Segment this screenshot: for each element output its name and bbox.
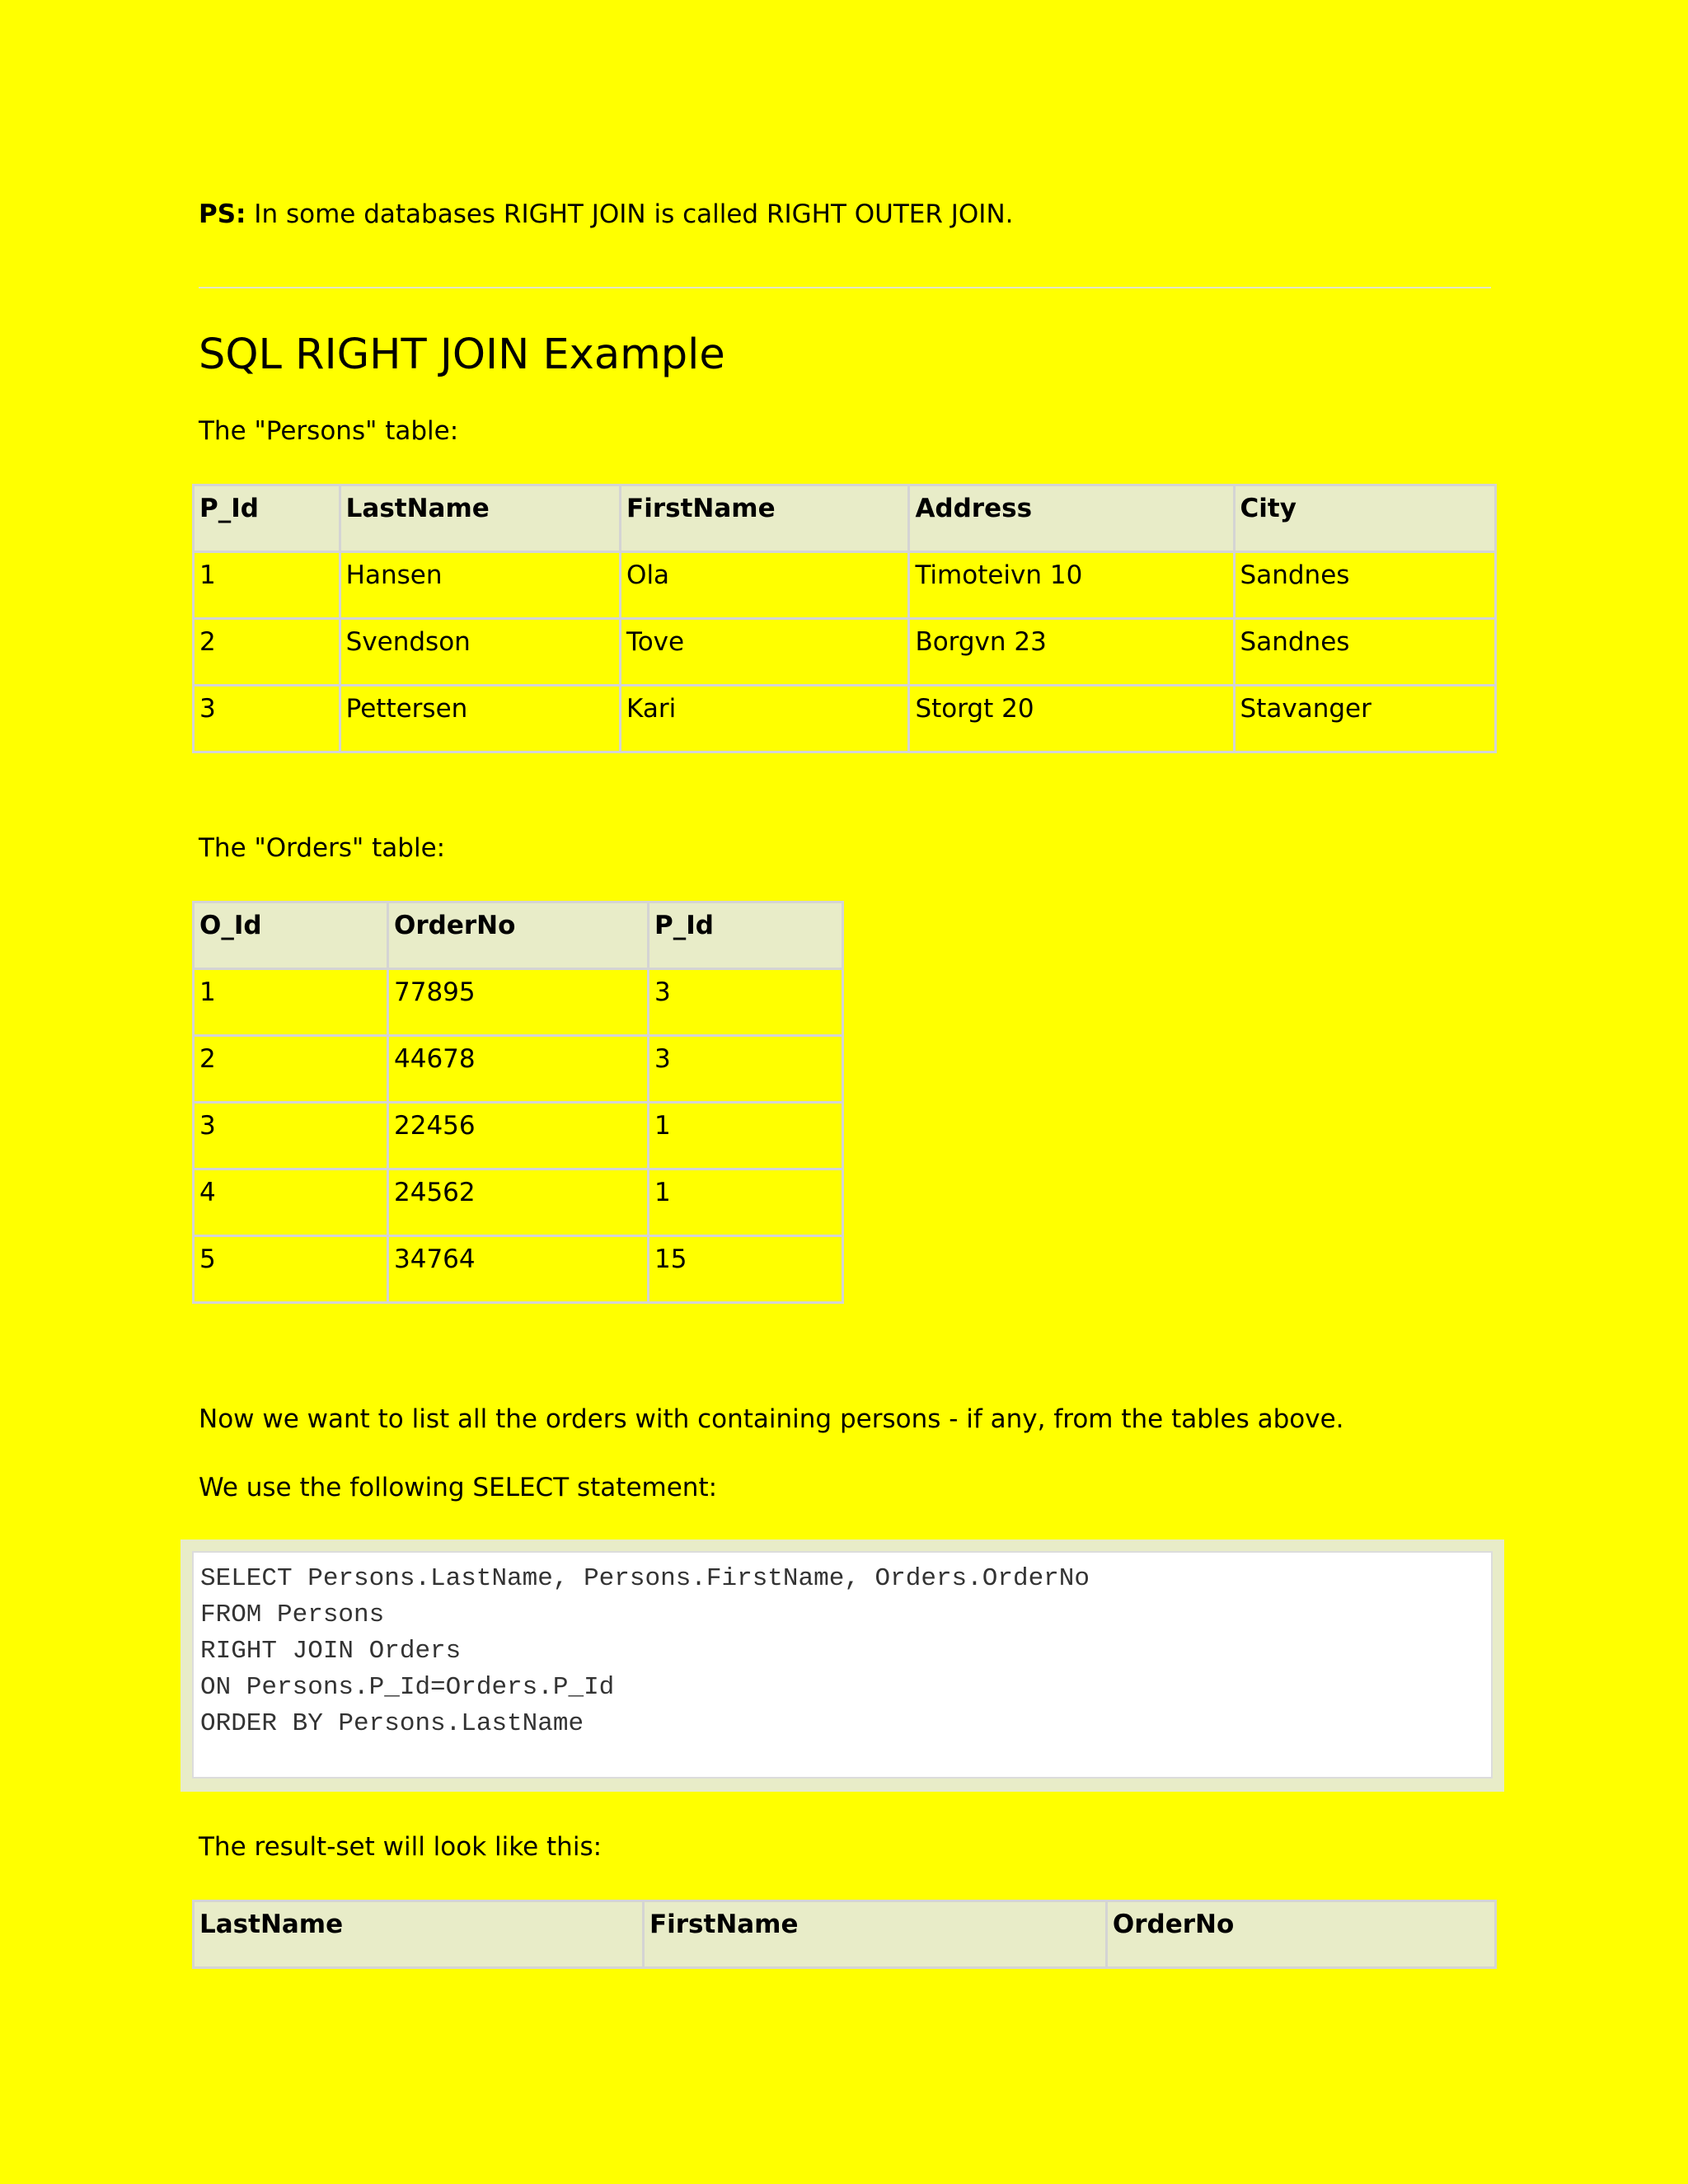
column-header: FirstName (643, 1901, 1106, 1968)
code-line: SELECT Persons.LastName, Persons.FirstName, Orders.OrderNo (200, 1564, 1090, 1593)
ps-note (199, 198, 1013, 231)
result-caption: The result-set will look like this: (199, 1832, 603, 1862)
column-header: LastName (340, 485, 620, 552)
column-header: OrderNo (1106, 1901, 1495, 1968)
column-header: P_Id (194, 485, 340, 552)
table-cell: 3 (648, 969, 842, 1036)
table-row (194, 1036, 843, 1103)
code-line: ORDER BY Persons.LastName (200, 1709, 584, 1738)
column-header: P_Id (648, 902, 842, 969)
table-cell: 1 (194, 552, 340, 619)
orders-table (192, 901, 844, 1304)
table-row (194, 1103, 843, 1169)
table-cell: 4 (194, 1169, 388, 1236)
ps-note-label: PS: (199, 199, 246, 229)
column-header: FirstName (621, 485, 909, 552)
table-cell: 24562 (388, 1169, 649, 1236)
table-cell: 1 (648, 1103, 842, 1169)
table-cell: Borgvn 23 (909, 619, 1234, 686)
table-cell: Stavanger (1234, 686, 1495, 752)
orders-caption: The "Orders" table: (199, 833, 446, 863)
code-block (192, 1551, 1493, 1779)
table-row (194, 619, 1496, 686)
table-cell: Pettersen (340, 686, 620, 752)
table-cell: 44678 (388, 1036, 649, 1103)
section-heading: SQL RIGHT JOIN Example (199, 330, 725, 379)
table-cell: 15 (648, 1236, 842, 1303)
ps-note-text: In some databases RIGHT JOIN is called RIGHT OUTER JOIN. (246, 199, 1014, 229)
column-header: OrderNo (388, 902, 649, 969)
column-header: City (1234, 485, 1495, 552)
table-cell: 3 (648, 1036, 842, 1103)
table-cell: 34764 (388, 1236, 649, 1303)
table-cell: 22456 (388, 1103, 649, 1169)
code-line: FROM Persons (200, 1601, 385, 1629)
table-cell: Sandnes (1234, 619, 1495, 686)
table-cell: 2 (194, 1036, 388, 1103)
intro-paragraph: Now we want to list all the orders with containing persons - if any, from the tables above. (199, 1404, 1344, 1434)
table-cell: 1 (648, 1169, 842, 1236)
persons-table (192, 484, 1497, 753)
table-cell: Ola (621, 552, 909, 619)
table-cell: Hansen (340, 552, 620, 619)
code-line: ON Persons.P_Id=Orders.P_Id (200, 1673, 615, 1702)
table-cell: 77895 (388, 969, 649, 1036)
table-cell: Storgt 20 (909, 686, 1234, 752)
table-cell: Timoteivn 10 (909, 552, 1234, 619)
table-row (194, 1236, 843, 1303)
table-row (194, 969, 843, 1036)
persons-caption: The "Persons" table: (199, 416, 459, 446)
table-row (194, 686, 1496, 752)
select-statement-intro: We use the following SELECT statement: (199, 1473, 718, 1502)
table-cell: Svendson (340, 619, 620, 686)
table-header-row (194, 485, 1496, 552)
table-row (194, 1169, 843, 1236)
table-cell: 2 (194, 619, 340, 686)
table-cell: 1 (194, 969, 388, 1036)
column-header: Address (909, 485, 1234, 552)
horizontal-divider (199, 287, 1491, 288)
code-example-box (181, 1540, 1504, 1792)
table-cell: Tove (621, 619, 909, 686)
code-line: RIGHT JOIN Orders (200, 1637, 462, 1666)
table-cell: Kari (621, 686, 909, 752)
result-table (192, 1900, 1497, 1969)
table-header-row (194, 1901, 1496, 1968)
table-cell: 3 (194, 1103, 388, 1169)
table-header-row (194, 902, 843, 969)
table-cell: 5 (194, 1236, 388, 1303)
column-header: O_Id (194, 902, 388, 969)
column-header: LastName (194, 1901, 644, 1968)
table-cell: 3 (194, 686, 340, 752)
table-cell: Sandnes (1234, 552, 1495, 619)
table-row (194, 552, 1496, 619)
